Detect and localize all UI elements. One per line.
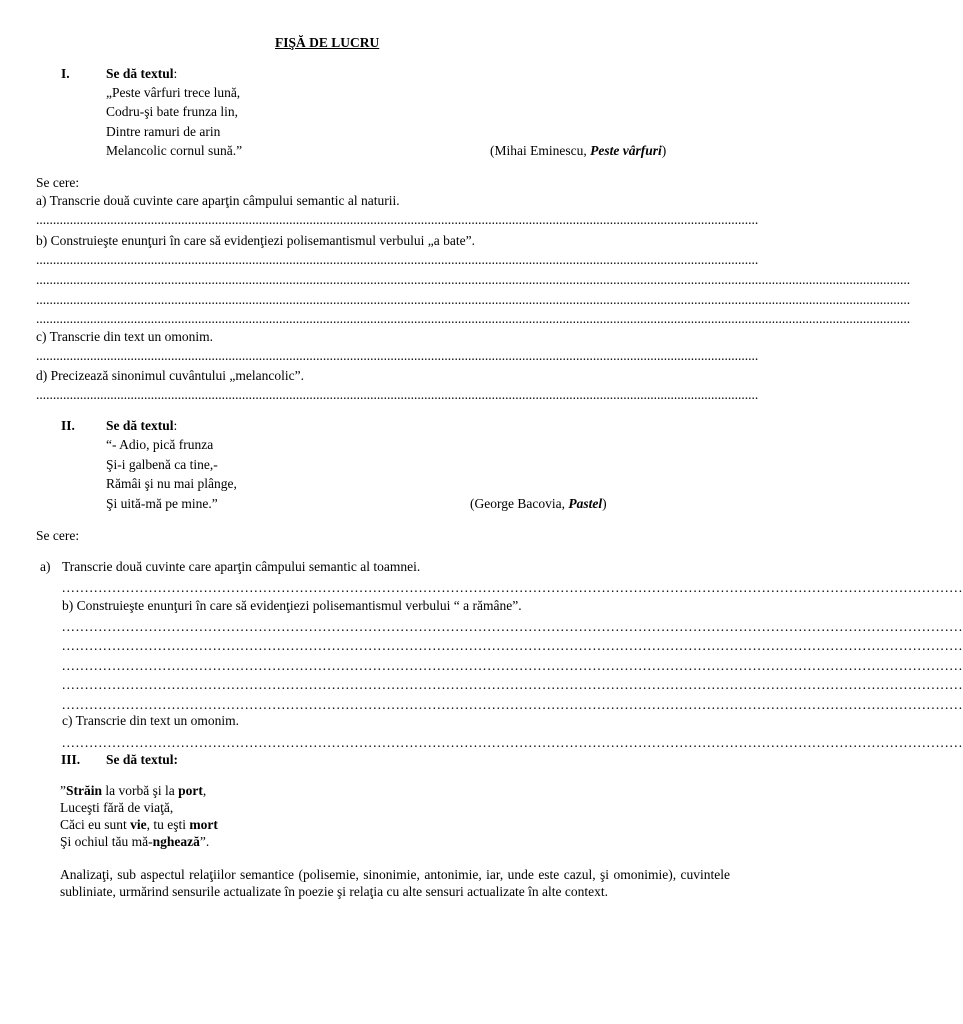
- section-2-task-a-marker: a): [40, 559, 51, 574]
- section-1-heading: Se dă textul:: [106, 66, 178, 81]
- poem-1-line-3: Dintre ramuri de arin: [106, 124, 221, 139]
- poem-1-line-4: Melancolic cornul sună.”: [106, 143, 243, 158]
- section-2-task-c: c) Transcrie din text un omonim.: [62, 713, 239, 728]
- poem-3-line-4: Şi ochiul tău mă-nghează”.: [60, 834, 210, 849]
- answer-line[interactable]: ......................................................................................................................................................................................................................: [36, 348, 759, 363]
- section-1-se-cere: Se cere:: [36, 175, 80, 190]
- answer-line[interactable]: ......................................................................................................................................................................................................................: [36, 387, 759, 402]
- answer-line[interactable]: .....................................................................................................................................................................................................: [62, 658, 963, 673]
- section-3-instructions: Analizaţi, sub aspectul relaţiilor semantice (polisemie, sinonimie, antonimie, iar, unde este cazul, şi omonimie), cuvintele subliniate, urmărind sensurile actualizate în poezie şi relaţia cu alte sensuri actualizate în alte context.: [60, 867, 730, 899]
- section-2-numeral: II.: [61, 418, 75, 433]
- section-2-se-cere: Se cere:: [36, 528, 80, 543]
- page-title: FIŞĂ DE LUCRU: [275, 35, 380, 50]
- section-2-heading: Se dă textul:: [106, 418, 178, 433]
- answer-line[interactable]: ......................................................................................................................................................................................................................: [36, 212, 759, 227]
- poem-3-line-3: Căci eu sunt vie, tu eşti mort: [60, 817, 218, 832]
- poem-1-line-1: „Peste vârfuri trece lună,: [106, 85, 241, 100]
- answer-line[interactable]: .....................................................................................................................................................................................................: [62, 638, 963, 653]
- section-1-task-b: b) Construieşte enunţuri în care să evidenţiezi polisemantismul verbului „a bate”.: [36, 233, 475, 248]
- section-2-task-a: Transcrie două cuvinte care aparţin câmpului semantic al toamnei.: [62, 559, 421, 574]
- answer-line[interactable]: .....................................................................................................................................................................................................: [62, 697, 963, 712]
- poem-3-line-2: Luceşti fără de viaţă,: [60, 800, 174, 815]
- answer-line[interactable]: ......................................................................................................................................................................................................................: [36, 252, 759, 267]
- poem-2-line-2: Şi-i galbenă ca tine,-: [106, 457, 218, 472]
- section-3-numeral: III.: [61, 752, 81, 767]
- section-1-task-d: d) Precizează sinonimul cuvântului „melancolic”.: [36, 368, 305, 383]
- section-2-task-b: b) Construieşte enunţuri în care să evidenţiezi polisemantismul verbului “ a rămâne”.: [62, 598, 522, 613]
- section-1-numeral: I.: [61, 66, 70, 81]
- answer-line[interactable]: .....................................................................................................................................................................................................: [62, 677, 963, 692]
- poem-2-line-1: “- Adio, pică frunza: [106, 437, 214, 452]
- poem-1-attribution: (Mihai Eminescu, Peste vârfuri): [490, 143, 667, 158]
- answer-line[interactable]: .....................................................................................................................................................................................................: [62, 580, 963, 595]
- poem-3-line-1: ”Străin la vorbă şi la port,: [60, 783, 207, 798]
- section-1-task-a: a) Transcrie două cuvinte care aparţin câmpului semantic al naturii.: [36, 193, 400, 208]
- poem-2-line-4: Şi uită-mă pe mine.”: [106, 496, 218, 511]
- answer-line[interactable]: .....................................................................................................................................................................................................: [62, 619, 963, 634]
- answer-line[interactable]: ...................................................................................................................................................................................................................................................................: [36, 311, 911, 326]
- poem-2-line-3: Rămâi şi nu mai plânge,: [106, 476, 237, 491]
- poem-2-attribution: (George Bacovia, Pastel): [470, 496, 607, 511]
- answer-line[interactable]: .....................................................................................................................................................................................................: [62, 735, 963, 750]
- section-1-task-c: c) Transcrie din text un omonim.: [36, 329, 213, 344]
- answer-line[interactable]: ...................................................................................................................................................................................................................................................................: [36, 292, 911, 307]
- answer-line[interactable]: ...................................................................................................................................................................................................................................................................: [36, 272, 911, 287]
- section-3-heading: Se dă textul:: [106, 752, 178, 767]
- poem-1-line-2: Codru-şi bate frunza lin,: [106, 104, 238, 119]
